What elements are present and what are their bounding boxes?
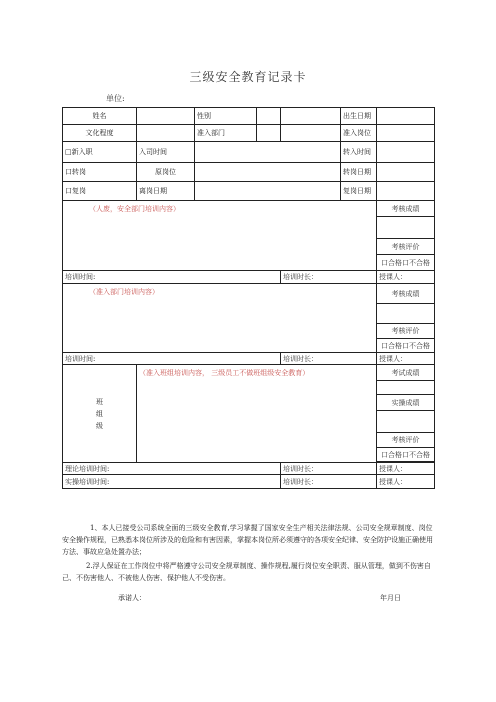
signer-label: 承诺人：	[118, 594, 146, 602]
row-education	[63, 125, 435, 142]
birth-field[interactable]	[377, 108, 435, 125]
gender-label: 性别	[195, 108, 257, 125]
row-return	[63, 182, 435, 201]
leave-date-label: 离岗日期	[137, 182, 195, 201]
level3-practical-row	[63, 475, 435, 489]
transfer-date-field[interactable]	[377, 163, 435, 182]
education-field[interactable]	[137, 125, 195, 142]
orig-post-label: 原岗位	[137, 163, 195, 182]
level3-practical-score-field-extra[interactable]	[377, 425, 435, 433]
unit-label: 单位:	[106, 94, 125, 103]
birth-label: 出生日期	[341, 108, 377, 125]
return-date-label: 复岗日期	[341, 182, 377, 201]
level2-exam-eval-label: 考核评价	[377, 324, 435, 339]
dept-field[interactable]	[257, 125, 281, 142]
level1-exam-score-field[interactable]	[377, 217, 435, 239]
row-new-entry	[63, 142, 435, 163]
level3-test-score-label: 考试成绩	[377, 365, 435, 381]
row-name	[63, 108, 435, 125]
level1-footer	[63, 271, 435, 284]
level2-exam-score-field[interactable]	[377, 304, 435, 324]
entry-time-label: 入司时间	[137, 142, 195, 163]
level3-side-char-1: 班	[96, 397, 103, 406]
level3-side-char-2: 组	[96, 409, 103, 418]
level3-practical-score-field[interactable]	[377, 411, 435, 425]
post-label: 准入岗位	[341, 125, 377, 142]
level3-practical-time[interactable]: 实操培训时间:	[63, 475, 281, 489]
level3-exam-eval-label: 考核评价	[377, 433, 435, 448]
dept-field-extra[interactable]	[281, 125, 341, 142]
level3-theory-trainer[interactable]: 授课人：	[377, 463, 435, 475]
level3-theory-row	[63, 463, 435, 475]
row-transfer	[63, 163, 435, 182]
pledge-paragraph-2: 2.浮人保证在工作岗位中将严格遵守公司安全规章制度、操作规程,履行岗位安全职责、服从管理，做到不伤害自己、不伤害他人、不被他人伤害、保护他人不受伤害。	[62, 562, 431, 582]
return-checkbox[interactable]: 口复岗	[63, 182, 137, 201]
orig-post-field[interactable]	[195, 163, 341, 182]
gender-field[interactable]	[257, 108, 281, 125]
level2-exam-score-label: 考核成绩	[377, 284, 435, 304]
level2-content-area[interactable]	[63, 284, 377, 353]
level3-content-area[interactable]	[137, 365, 377, 463]
gender-field-extra[interactable]	[281, 108, 341, 125]
education-label: 文化程度	[63, 125, 137, 142]
level2-trainer[interactable]: 授课人：	[377, 353, 435, 365]
level1-content-area[interactable]	[63, 201, 377, 271]
name-field[interactable]	[137, 108, 195, 125]
new-entry-checkbox[interactable]: □新入职	[63, 142, 137, 163]
transfer-date-label: 转岗日期	[341, 163, 377, 182]
post-field[interactable]	[377, 125, 435, 142]
level3-practical-duration[interactable]: 培训时长：	[281, 475, 377, 489]
level3-test-score-field[interactable]	[377, 381, 435, 395]
transfer-checkbox[interactable]: 口转岗	[63, 163, 137, 182]
name-label: 姓名	[63, 108, 137, 125]
leave-date-field[interactable]	[195, 182, 341, 201]
level3-practical-trainer[interactable]: 授课人：	[377, 475, 435, 489]
level1-exam-score-label: 考核成绩	[377, 201, 435, 217]
level1-train-time[interactable]: 培训时间:	[63, 271, 281, 284]
level1-pass-fail[interactable]: 口合格口不合格	[377, 255, 435, 271]
level3-pass-fail[interactable]: 口合格口不合格	[377, 448, 435, 462]
level3-theory-time[interactable]: 理论培训时间:	[63, 463, 281, 475]
level3-content-hint: （准入班组培训内容， 三级员工不做班组级安全教育）	[139, 369, 310, 377]
level2-pass-fail[interactable]: 口合格口不合格	[377, 339, 435, 353]
level2-train-time[interactable]: 培训时间:	[63, 353, 281, 365]
sign-date-label: 年月日	[380, 594, 401, 602]
entry-time-field[interactable]	[195, 142, 341, 163]
level3-theory-duration[interactable]: 培训时长：	[281, 463, 377, 475]
level1-train-duration[interactable]: 培训时长：	[281, 271, 377, 284]
level1-exam-eval-label: 考核评价	[377, 239, 435, 255]
level3-side-label	[63, 365, 137, 463]
dept-label: 准入部门	[195, 125, 257, 142]
level1-trainer[interactable]: 授课人：	[377, 271, 435, 284]
level2-content-hint: （准入部门培训内容）	[89, 288, 159, 296]
record-table	[62, 107, 435, 489]
pledge-paragraph-1: 1、本人已接受公司系统全面的三级安全教育,学习掌握了国家安全生产相关法律法规、公司安全规章制度、岗位安全操作规程，已熟悉本岗位所涉及的危险和有害因素，掌握本岗位所必须遵守的各项安全纪律、安全防护设施正确使用方法、事故应急处置办法；	[62, 524, 433, 556]
return-date-field[interactable]	[377, 182, 435, 201]
transfer-in-time-field[interactable]	[377, 142, 435, 163]
level3-side-char-3: 级	[96, 421, 103, 430]
level2-train-duration[interactable]: 培训时长：	[281, 353, 377, 365]
level2-footer	[63, 353, 435, 365]
page-title: 三级安全教育记录卡	[189, 70, 307, 84]
level1-content-hint: （人废，安全部门培训内容）	[89, 205, 180, 213]
transfer-in-time-label: 转入时间	[341, 142, 377, 163]
level3-practical-score-label: 实操成绩	[377, 395, 435, 411]
